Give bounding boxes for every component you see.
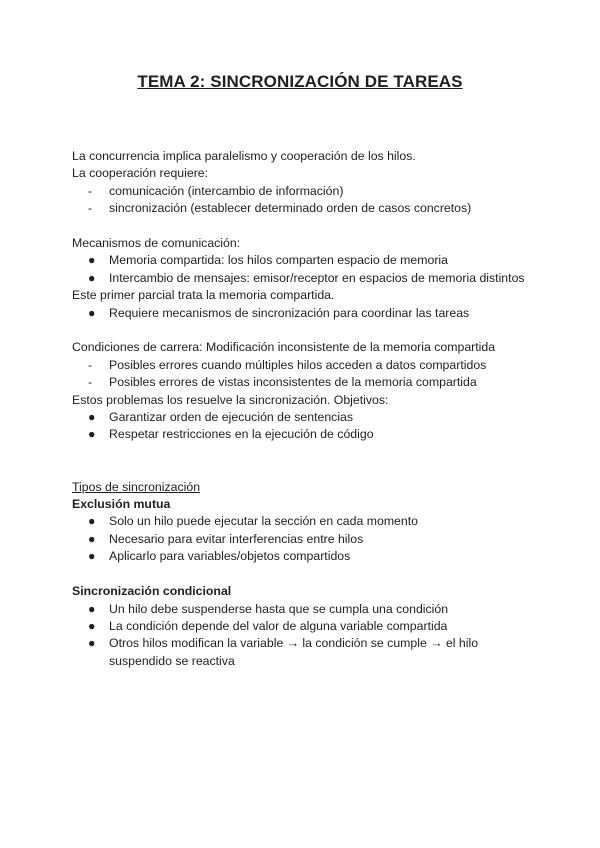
bullet-icon: ● <box>88 601 96 616</box>
parcial-bullet-list <box>72 305 534 322</box>
bullet-icon: ● <box>88 253 96 268</box>
bullet-icon: ● <box>88 636 96 651</box>
bullet-icon: ● <box>88 270 96 285</box>
dash-marker: - <box>88 183 93 198</box>
bullet-icon: ● <box>88 618 96 633</box>
list-item: ● Garantizar orden de ejecución de sentencias <box>72 409 534 426</box>
dash-marker: - <box>88 357 93 372</box>
list-item: ● Otros hilos modifican la variable → la condición se cumple → el hilo suspendido se reactiva <box>88 636 479 668</box>
bullet-icon: ● <box>88 514 96 529</box>
intro-dash-list <box>72 183 534 218</box>
document-body <box>72 148 534 670</box>
exclusion-bullet-list <box>72 513 534 565</box>
list-item: ● Aplicarlo para variables/objetos compartidos <box>72 548 534 565</box>
condicional-bullet-list <box>72 601 534 671</box>
dash-marker: - <box>88 201 93 216</box>
list-item: - comunicación (intercambio de información) <box>72 183 534 200</box>
list-item: ● Respetar restricciones en la ejecución de código <box>72 426 534 443</box>
carrera-dash-list <box>72 357 534 392</box>
exclusion-title: Exclusión mutua <box>72 497 171 512</box>
dash-marker: - <box>88 375 93 390</box>
page-title: TEMA 2: SINCRONIZACIÓN DE TAREAS <box>137 72 463 91</box>
bullet-icon: ● <box>88 531 96 546</box>
mecanismos-heading: Mecanismos de comunicación: <box>72 236 241 251</box>
list-item: ● Memoria compartida: los hilos comparten espacio de memoria <box>72 252 534 269</box>
intro-line-1: La concurrencia implica paralelismo y cooperación de los hilos. <box>72 149 416 163</box>
list-item: ● Solo un hilo puede ejecutar la sección en cada momento <box>72 513 534 530</box>
list-item: - Posibles errores de vistas inconsistentes de la memoria compartida <box>72 374 534 391</box>
list-item: ● Requiere mecanismos de sincronización para coordinar las tareas <box>72 305 534 322</box>
list-item: ● Necesario para evitar interferencias entre hilos <box>72 531 534 548</box>
tipos-heading: Tipos de sincronización <box>72 479 201 494</box>
list-item: - Posibles errores cuando múltiples hilos acceden a datos compartidos <box>72 357 534 374</box>
parcial-text: Este primer parcial trata la memoria compartida. <box>72 288 335 303</box>
objetivos-bullet-list <box>72 409 534 444</box>
objetivos-text: Estos problemas los resuelve la sincronización. Objetivos: <box>72 392 389 407</box>
bullet-icon: ● <box>88 427 96 442</box>
bullet-icon: ● <box>88 410 96 425</box>
list-item: ● La condición depende del valor de alguna variable compartida <box>72 618 534 635</box>
condicional-title: Sincronización condicional <box>72 584 232 599</box>
carrera-heading: Condiciones de carrera: Modificación inconsistente de la memoria compartida <box>72 340 496 355</box>
bullet-icon: ● <box>88 549 96 564</box>
intro-line-2: La cooperación requiere: <box>72 166 209 181</box>
list-item: ● Un hilo debe suspenderse hasta que se cumpla una condición <box>72 601 534 618</box>
list-item: - sincronización (establecer determinado orden de casos concretos) <box>72 200 534 217</box>
list-item: ● Intercambio de mensajes: emisor/receptor en espacios de memoria distintos <box>72 270 534 287</box>
mecanismos-bullet-list <box>72 252 534 287</box>
bullet-icon: ● <box>88 305 96 320</box>
